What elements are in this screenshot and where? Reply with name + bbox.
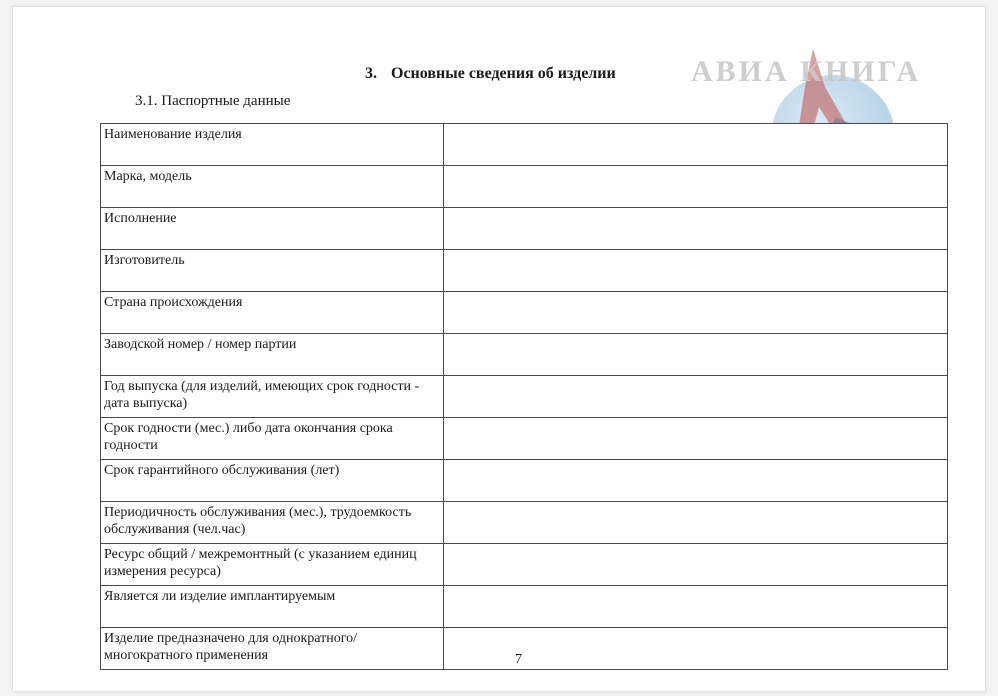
table-row [101, 334, 948, 376]
row-label: Исполнение [101, 208, 444, 250]
table-row [101, 124, 948, 166]
table-row [101, 292, 948, 334]
section-title-text: Основные сведения об изделии [391, 65, 616, 82]
watermark-text: АВИА КНИГА [691, 55, 922, 88]
row-label: Срок годности (мес.) либо дата окончания срока годности [101, 418, 444, 460]
row-label: Изготовитель [101, 250, 444, 292]
passport-data-table [100, 123, 948, 670]
row-value[interactable] [444, 334, 948, 376]
row-value[interactable] [444, 208, 948, 250]
row-value[interactable] [444, 460, 948, 502]
row-label: Марка, модель [101, 166, 444, 208]
row-label: Заводской номер / номер партии [101, 334, 444, 376]
row-label: Ресурс общий / межремонтный (с указанием единиц измерения ресурса) [101, 544, 444, 586]
row-value[interactable] [444, 250, 948, 292]
section-title [365, 65, 616, 83]
row-value[interactable] [444, 124, 948, 166]
row-label: Периодичность обслуживания (мес.), трудоемкость обслуживания (чел.час) [101, 502, 444, 544]
row-label: Срок гарантийного обслуживания (лет) [101, 460, 444, 502]
row-value[interactable] [444, 502, 948, 544]
table-row [101, 586, 948, 628]
row-label: Наименование изделия [101, 124, 444, 166]
table-row [101, 418, 948, 460]
row-value[interactable] [444, 544, 948, 586]
row-label: Год выпуска (для изделий, имеющих срок годности - дата выпуска) [101, 376, 444, 418]
table-row [101, 544, 948, 586]
table-row [101, 250, 948, 292]
table-row [101, 502, 948, 544]
section-number: 3. [365, 65, 377, 82]
row-label: Изделие предназначено для однократного/ многократного применения [101, 628, 444, 670]
table-row [101, 628, 948, 670]
page-number: 7 [515, 652, 522, 667]
row-value[interactable] [444, 166, 948, 208]
row-value[interactable] [444, 586, 948, 628]
row-value[interactable] [444, 376, 948, 418]
subsection-title: 3.1. Паспортные данные [135, 93, 291, 109]
row-label: Является ли изделие имплантируемым [101, 586, 444, 628]
row-value[interactable] [444, 292, 948, 334]
row-value[interactable] [444, 418, 948, 460]
table-row [101, 376, 948, 418]
table-row [101, 208, 948, 250]
table-row [101, 460, 948, 502]
table-row [101, 166, 948, 208]
document-page [12, 6, 986, 692]
row-label: Страна происхождения [101, 292, 444, 334]
